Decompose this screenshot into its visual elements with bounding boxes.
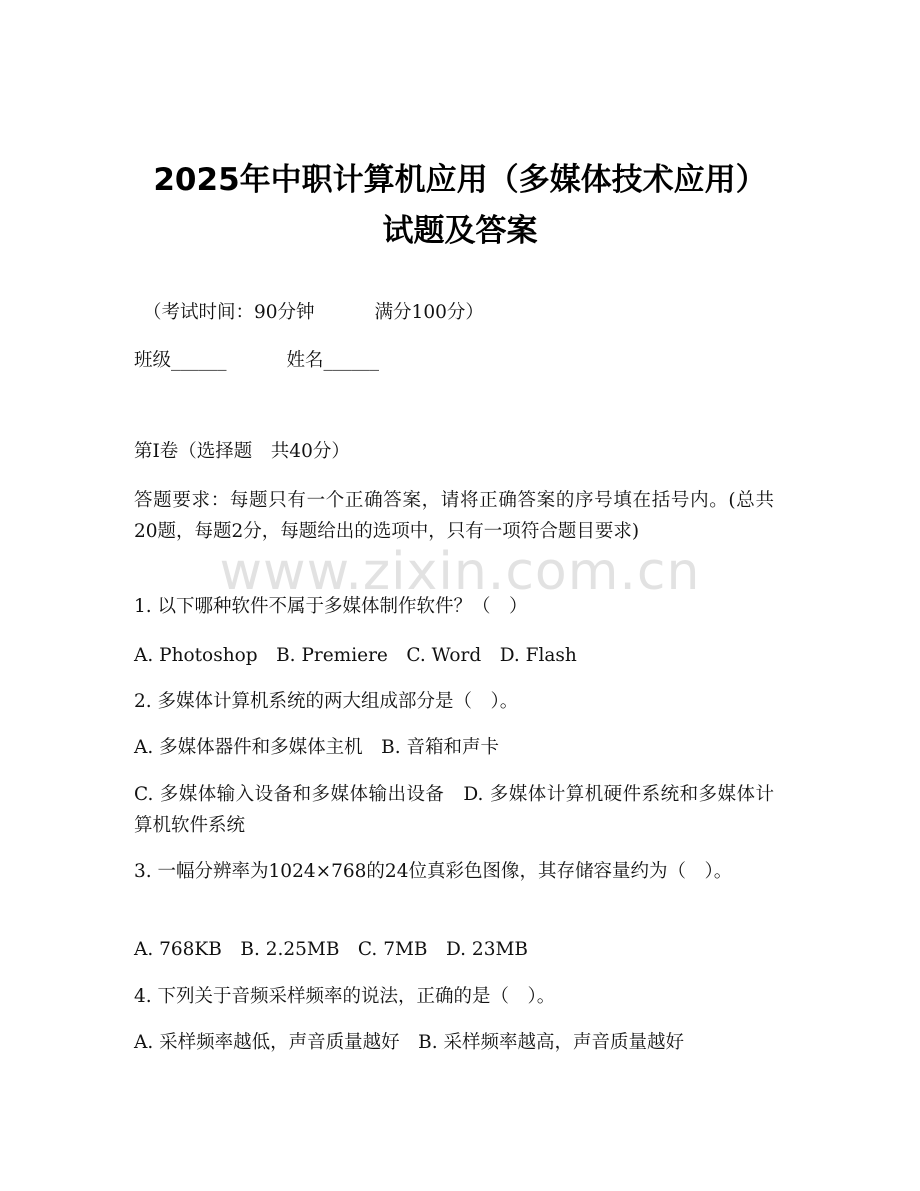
instructions: 答题要求：每题只有一个正确答案，请将正确答案的序号填在括号内。(总共20题，每题2分，每题给出的选项中，只有一项符合题目要求): [134, 490, 774, 542]
question-3-stem: 3. 一幅分辨率为1024×768的24位真彩色图像，其存储容量约为（ ）。: [134, 861, 733, 882]
name-field: 姓名______: [286, 350, 380, 371]
class-field: 班级______: [134, 350, 227, 371]
student-info: [134, 346, 379, 376]
question-2-options-1: A. 多媒体器件和多媒体主机 B. 音箱和声卡: [134, 737, 499, 758]
question-4-options: A. 采样频率越低，声音质量越好 B. 采样频率越高，声音质量越好: [134, 1032, 684, 1053]
watermark: www.zixin.com.cn: [219, 542, 701, 602]
exam-score: 满分100分）: [374, 302, 484, 323]
question-1-options: A. Photoshop B. Premiere C. Word D. Flash: [134, 645, 577, 666]
question-4-stem: 4. 下列关于音频采样频率的说法，正确的是（ ）。: [134, 986, 556, 1007]
question-1-stem: 1. 以下哪种软件不属于多媒体制作软件？（ ）: [134, 596, 528, 617]
document-title-line-1: 2025年中职计算机应用（多媒体技术应用）: [153, 162, 767, 198]
exam-time: （考试时间：90分钟: [143, 302, 315, 323]
exam-time-score: [143, 298, 484, 328]
section-heading: 第Ⅰ卷（选择题 共40分）: [134, 441, 350, 462]
question-3-options: A. 768KB B. 2.25MB C. 7MB D. 23MB: [134, 939, 529, 960]
document-title-line-2: 试题及答案: [382, 213, 538, 249]
question-2-stem: 2. 多媒体计算机系统的两大组成部分是（ ）。: [134, 691, 519, 712]
question-2-options-2: C. 多媒体输入设备和多媒体输出设备 D. 多媒体计算机硬件系统和多媒体计算机软件系统: [134, 784, 774, 836]
